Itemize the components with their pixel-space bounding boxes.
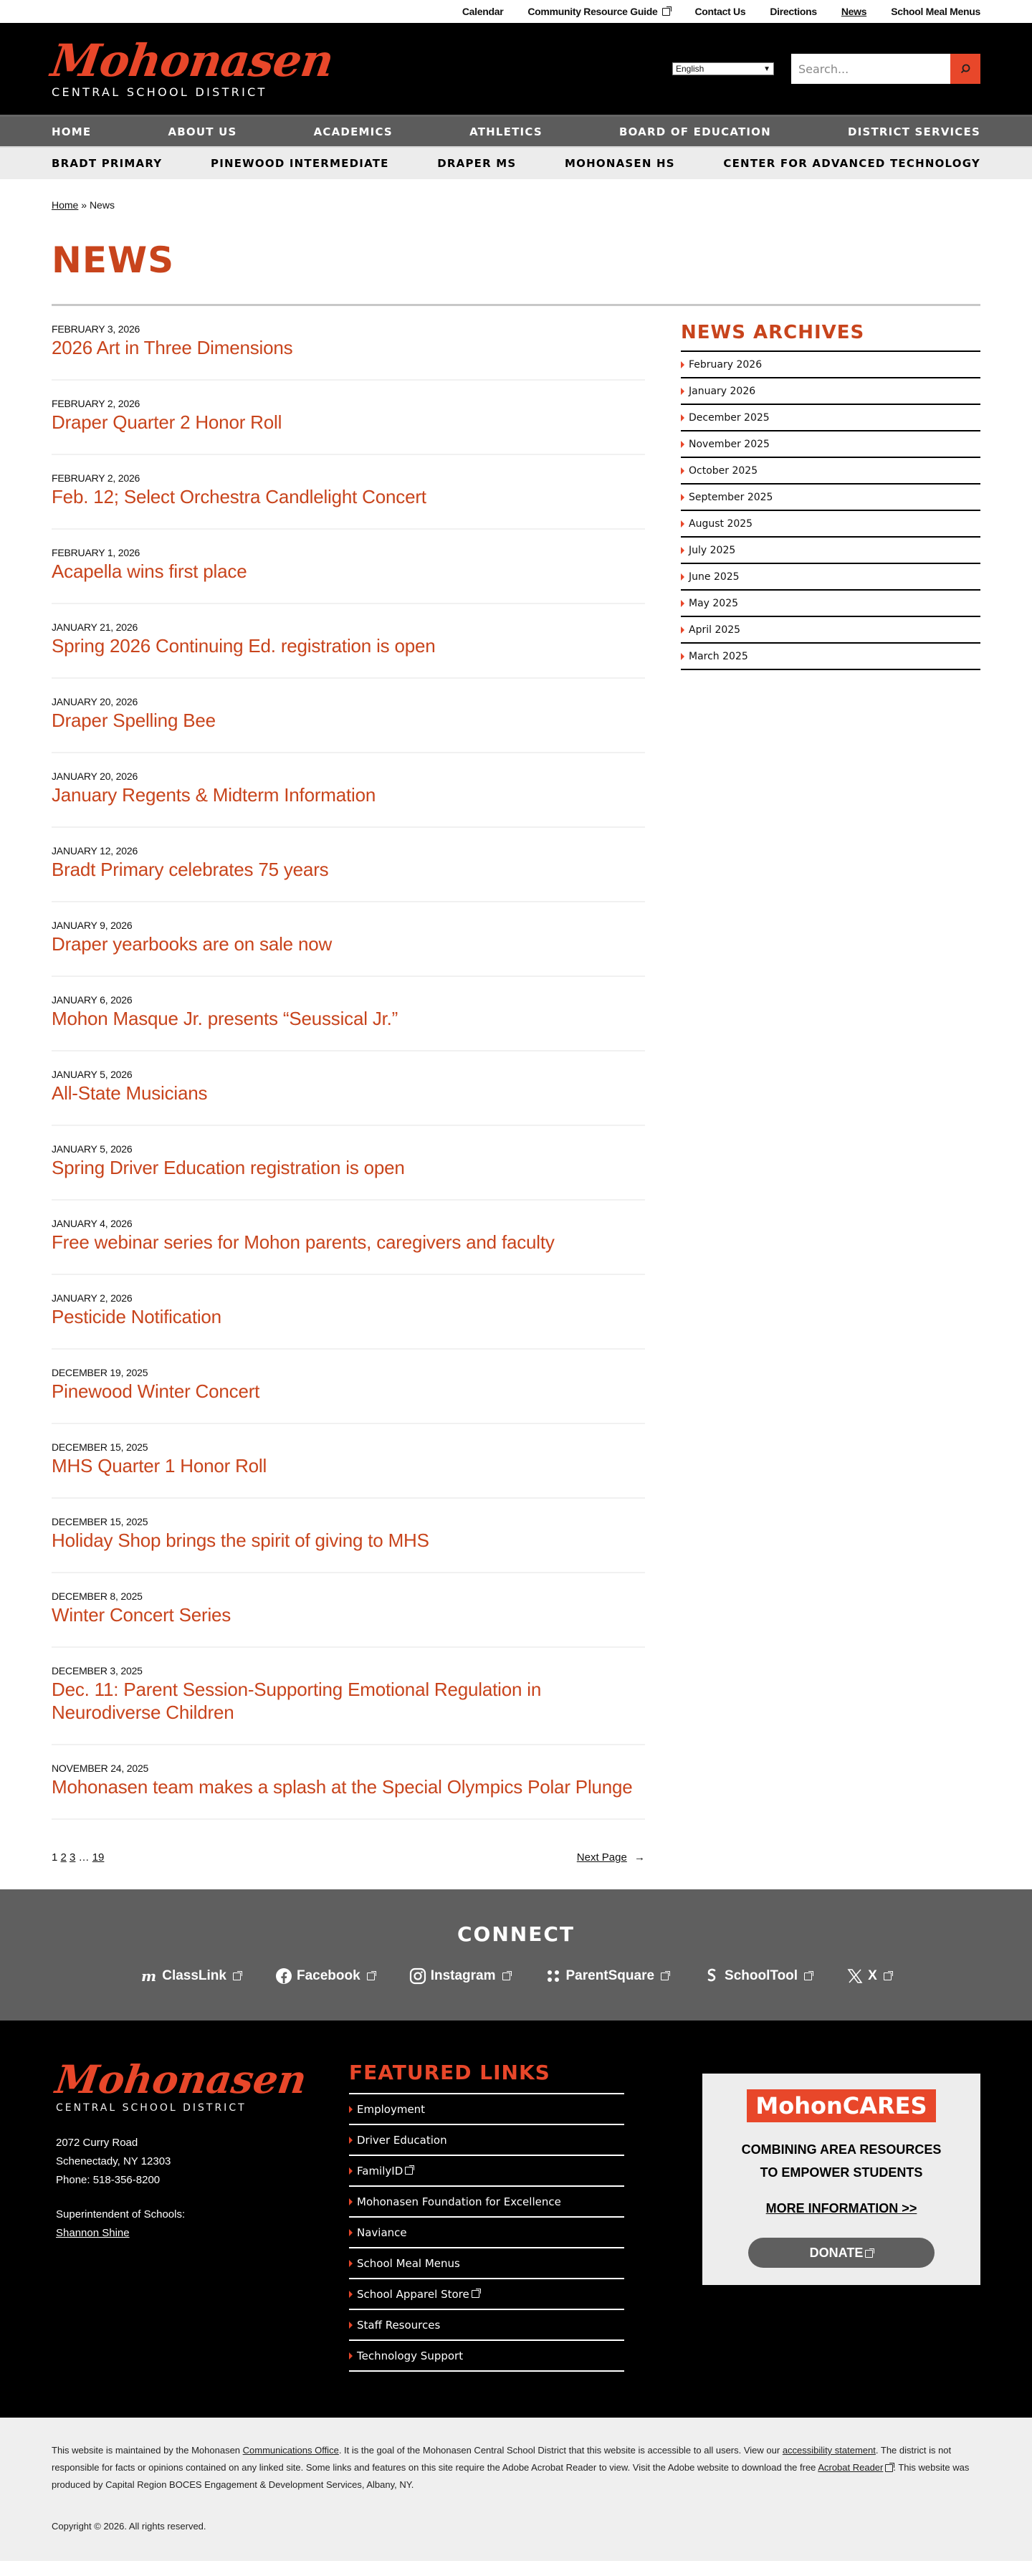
caret-right-icon [349,2260,353,2267]
archive-link[interactable]: February 2026 [681,352,980,378]
news-date: NOVEMBER 24, 2025 [52,1762,149,1774]
mohoncares-box: MohonCARES COMBINING AREA RESOURCES TO EMPOWER STUDENTS MORE INFORMATION >> DONATE [702,2074,980,2285]
news-date: DECEMBER 15, 2025 [52,1441,148,1453]
caret-right-icon [681,441,684,448]
news-title-link[interactable]: Holiday Shop brings the spirit of giving to MHS [52,1530,429,1551]
main-nav-athletics[interactable]: ATHLETICS [469,125,543,138]
instagram-icon [409,1967,426,1985]
footer-address: 2072 Curry Road Schenectady, NY 12303 Phone: 518-356-8200 [56,2134,271,2190]
featured-link[interactable]: Driver Education [349,2125,624,2156]
news-item [52,753,645,828]
news-title-link[interactable]: Free webinar series for Mohon parents, caregivers and faculty [52,1231,555,1253]
acrobat-reader-link[interactable]: Acrobat Reader [818,2462,884,2473]
external-link-icon [233,1972,241,1980]
news-item [52,679,645,753]
news-title-link[interactable]: Winter Concert Series [52,1604,231,1626]
archive-link[interactable]: May 2025 [681,591,980,617]
social-link-parentsquare[interactable]: ParentSquare [545,1967,669,1985]
social-link-x[interactable]: X [846,1967,892,1985]
arrow-right-icon: → [634,1851,645,1864]
connect-title: CONNECT [457,1922,575,1946]
news-item [52,530,645,604]
caret-right-icon [681,573,684,581]
archive-link[interactable]: June 2025 [681,564,980,591]
news-item [52,1350,645,1424]
caret-right-icon [681,467,684,474]
news-item [52,306,645,381]
schooltool-icon [703,1967,720,1985]
news-date: JANUARY 6, 2026 [52,994,133,1006]
news-item [52,1499,645,1573]
school-nav-mohonasen-hs[interactable]: MOHONASEN HS [565,157,675,170]
news-list [52,306,645,1889]
search-form [791,54,980,84]
x-icon [846,1967,864,1985]
main-nav-academics[interactable]: ACADEMICS [313,125,393,138]
external-link-icon [661,1972,669,1980]
main-nav-district-services[interactable]: DISTRICT SERVICES [848,125,980,138]
utility-link-news[interactable]: News [841,6,867,17]
featured-link[interactable]: Naviance [349,2218,624,2248]
news-title-link[interactable]: MHS Quarter 1 Honor Roll [52,1455,267,1477]
school-nav-bradt-primary[interactable]: BRADT PRIMARY [52,157,163,170]
news-item [52,1201,645,1275]
caret-right-icon [681,626,684,634]
featured-link[interactable]: FamilyID [349,2156,624,2187]
archive-link[interactable]: March 2025 [681,644,980,670]
featured-links-title: FEATURED LINKS [349,2061,624,2094]
news-item [52,604,645,679]
social-link-schooltool[interactable]: SchoolTool [703,1967,812,1985]
news-date: JANUARY 20, 2026 [52,696,138,707]
news-item [52,1126,645,1201]
caret-right-icon [681,494,684,501]
external-link-icon [662,8,670,16]
news-date: JANUARY 12, 2026 [52,845,138,857]
archive-link[interactable]: December 2025 [681,405,980,431]
site-footer: Mohonasen CENTRAL SCHOOL DISTRICT 2072 Curry Road Schenectady, NY 12303 Phone: 518-356-8200 Superintendent of Schools: Shannon Shine FEATURED LINKS Employment Driver Education FamilyID Mohonasen Foundation for Excellence Naviance School Meal Menus School Apparel Store Staff Resources Technology Support MohonCARES COMBINING AREA RESOURCES TO EMPOWER STUDENTS MORE INFORMATION >> DONATE [0,2021,1032,2418]
main-nav-about-us[interactable]: ABOUT US [168,125,237,138]
external-link-icon [865,2250,873,2258]
news-item [52,977,645,1051]
utility-link-calendar[interactable]: Calendar [462,6,504,17]
news-item [52,1424,645,1499]
breadcrumb-current: News [89,199,115,211]
caret-right-icon [349,2137,353,2144]
news-date: JANUARY 9, 2026 [52,920,133,931]
news-title-link[interactable]: Mohon Masque Jr. presents “Seussical Jr.” [52,1008,398,1029]
utility-nav [0,0,1032,23]
news-title-link[interactable]: Spring Driver Education registration is open [52,1157,405,1178]
featured-links [349,2061,624,2366]
news-date: FEBRUARY 1, 2026 [52,547,140,558]
featured-link[interactable]: Mohonasen Foundation for Excellence [349,2187,624,2218]
mohoncares-logo: MohonCARES [747,2089,935,2122]
news-date: FEBRUARY 2, 2026 [52,472,140,484]
news-date: JANUARY 20, 2026 [52,771,138,782]
news-item [52,455,645,530]
connect-section [0,1889,1032,2021]
school-nav-center-for-advanced-technology[interactable]: CENTER FOR ADVANCED TECHNOLOGY [723,157,980,170]
social-link-facebook[interactable]: Facebook [275,1967,375,1985]
caret-right-icon [681,600,684,607]
news-title-link[interactable]: January Regents & Midterm Information [52,784,376,806]
news-title-link[interactable]: All-State Musicians [52,1082,208,1104]
district-logo[interactable]: Mohonasen CENTRAL SCHOOL DISTRICT [47,34,337,99]
news-title-link[interactable]: Feb. 12; Select Orchestra Candlelight Concert [52,486,426,507]
more-information-link[interactable]: MORE INFORMATION >> [765,2201,917,2215]
caret-right-icon [349,2198,353,2205]
news-item [52,1745,645,1820]
news-title-link[interactable]: Acapella wins first place [52,560,247,582]
breadcrumb: Home » News [52,199,115,211]
featured-link[interactable]: Employment [349,2094,624,2125]
news-item [52,1573,645,1648]
utility-link-directions[interactable]: Directions [770,6,817,17]
news-date: JANUARY 21, 2026 [52,621,138,633]
archive-link[interactable]: August 2025 [681,511,980,538]
news-title-link[interactable]: Draper yearbooks are on sale now [52,933,333,955]
news-date: DECEMBER 3, 2025 [52,1665,143,1676]
news-title-link[interactable]: Pesticide Notification [52,1306,221,1327]
news-title-link[interactable]: Draper Quarter 2 Honor Roll [52,411,282,433]
external-link-icon [885,2464,893,2472]
news-item [52,1275,645,1350]
language-select[interactable]: English ▼ [672,62,774,75]
social-link-classlink[interactable]: m ClassLink [140,1967,241,1985]
external-link-icon [884,1972,892,1980]
news-date: FEBRUARY 2, 2026 [52,398,140,409]
page-title: NEWS [52,239,175,281]
communications-office-link[interactable]: Communications Office [242,2445,339,2456]
archive-link[interactable]: January 2026 [681,378,980,405]
archive-link[interactable]: April 2025 [681,617,980,644]
news-title-link[interactable]: Dec. 11: Parent Session-Supporting Emotional Regulation in Neurodiverse Children [52,1679,542,1723]
news-title-link[interactable]: 2026 Art in Three Dimensions [52,337,293,358]
featured-link[interactable]: School Apparel Store [349,2279,624,2310]
news-date: DECEMBER 15, 2025 [52,1516,148,1527]
news-item [52,381,645,455]
news-item [52,902,645,977]
news-item [52,828,645,902]
footer-logo[interactable]: Mohonasen CENTRAL SCHOOL DISTRICT [52,2056,310,2114]
superintendent-link[interactable]: Shannon Shine [56,2227,130,2239]
legal-text: This website is maintained by the Mohonasen Communications Office. It is the goal of the Mohonasen Central School District that this website is accessible to all users. View our accessibility statement. The district is not responsible for facts or opinions contained on any linked site. Some links and features on this site require the Adobe Acrobat Reader to view. Visit the Adobe website to download the free Acrobat Reader . This website was produced by Capital Region BOCES Engagement & Development Services, Albany, NY. [52,2445,970,2490]
archives-title: NEWS ARCHIVES [681,322,980,352]
caret-right-icon [349,2352,353,2360]
caret-right-icon [681,414,684,421]
external-link-icon [472,2290,479,2298]
utility-link-school-meal-menus[interactable]: School Meal Menus [891,6,980,17]
featured-link[interactable]: Technology Support [349,2341,624,2372]
featured-link[interactable]: School Meal Menus [349,2248,624,2279]
archive-link[interactable]: October 2025 [681,458,980,485]
copyright: Copyright © 2026. All rights reserved. [52,2521,206,2532]
external-link-icon [502,1972,510,1980]
caret-right-icon [681,547,684,554]
page-link-last[interactable]: 19 [92,1851,105,1864]
archive-link[interactable]: July 2025 [681,538,980,564]
search-button[interactable] [950,54,980,84]
search-icon [960,64,970,74]
page-current: 1 [52,1851,58,1864]
accessibility-statement-link[interactable]: accessibility statement [782,2445,876,2456]
main-nav [0,115,1032,146]
search-input[interactable]: Search... [791,54,950,84]
classlink-icon [140,1967,158,1985]
external-link-icon [367,1972,375,1980]
news-date: DECEMBER 8, 2025 [52,1590,143,1602]
next-page-link[interactable]: Next Page [576,1851,627,1864]
caret-right-icon [349,2291,353,2298]
social-link-instagram[interactable]: Instagram [409,1967,510,1985]
archive-link[interactable]: September 2025 [681,485,980,511]
page-link-2[interactable]: 2 [60,1851,67,1864]
external-link-icon [804,1972,812,1980]
caret-right-icon [681,653,684,660]
news-date: DECEMBER 19, 2025 [52,1367,148,1378]
caret-right-icon [681,361,684,368]
pagination: 1 2 3 … 19 Next Page → [52,1851,645,1864]
svg-text:m: m [141,1967,157,1985]
caret-right-icon [681,388,684,395]
caret-right-icon [349,2167,353,2175]
news-date: JANUARY 5, 2026 [52,1069,133,1080]
main-nav-board-of-education[interactable]: BOARD OF EDUCATION [619,125,771,138]
news-item [52,1648,645,1745]
page-link-3[interactable]: 3 [70,1851,76,1864]
archive-link[interactable]: November 2025 [681,431,980,458]
caret-right-icon [349,2106,353,2113]
main-content [0,179,1032,1889]
facebook-icon [275,1967,292,1985]
news-title-link[interactable]: Draper Spelling Bee [52,710,216,731]
legal-footer [0,2418,1032,2561]
main-nav-home[interactable]: HOME [52,125,92,138]
footer-phone: Phone: 518-356-8200 [56,2174,161,2186]
featured-link[interactable]: Staff Resources [349,2310,624,2341]
chevron-down-icon: ▼ [763,65,770,73]
utility-link-contact-us[interactable]: Contact Us [694,6,746,17]
caret-right-icon [681,520,684,528]
news-archives-sidebar [681,306,980,1889]
news-date: JANUARY 5, 2026 [52,1143,133,1155]
news-title-link[interactable]: Bradt Primary celebrates 75 years [52,859,329,880]
school-nav-pinewood-intermediate[interactable]: PINEWOOD INTERMEDIATE [211,157,389,170]
news-date: JANUARY 4, 2026 [52,1218,133,1229]
breadcrumb-home[interactable]: Home [52,199,79,211]
donate-button[interactable]: DONATE [748,2238,935,2268]
parentsquare-icon [545,1967,562,1985]
news-date: JANUARY 2, 2026 [52,1292,133,1304]
news-item [52,1051,645,1126]
caret-right-icon [349,2322,353,2329]
school-nav-draper-ms[interactable]: DRAPER MS [437,157,517,170]
news-date: FEBRUARY 3, 2026 [52,323,140,335]
news-title-link[interactable]: Pinewood Winter Concert [52,1380,260,1402]
news-title-link[interactable]: Spring 2026 Continuing Ed. registration is open [52,635,436,657]
news-title-link[interactable]: Mohonasen team makes a splash at the Special Olympics Polar Plunge [52,1776,633,1798]
utility-link-community-resource-guide[interactable]: Community Resource Guide [527,6,670,17]
site-header [0,23,1032,115]
school-nav [0,146,1032,179]
external-link-icon [405,2167,413,2175]
caret-right-icon [349,2229,353,2236]
